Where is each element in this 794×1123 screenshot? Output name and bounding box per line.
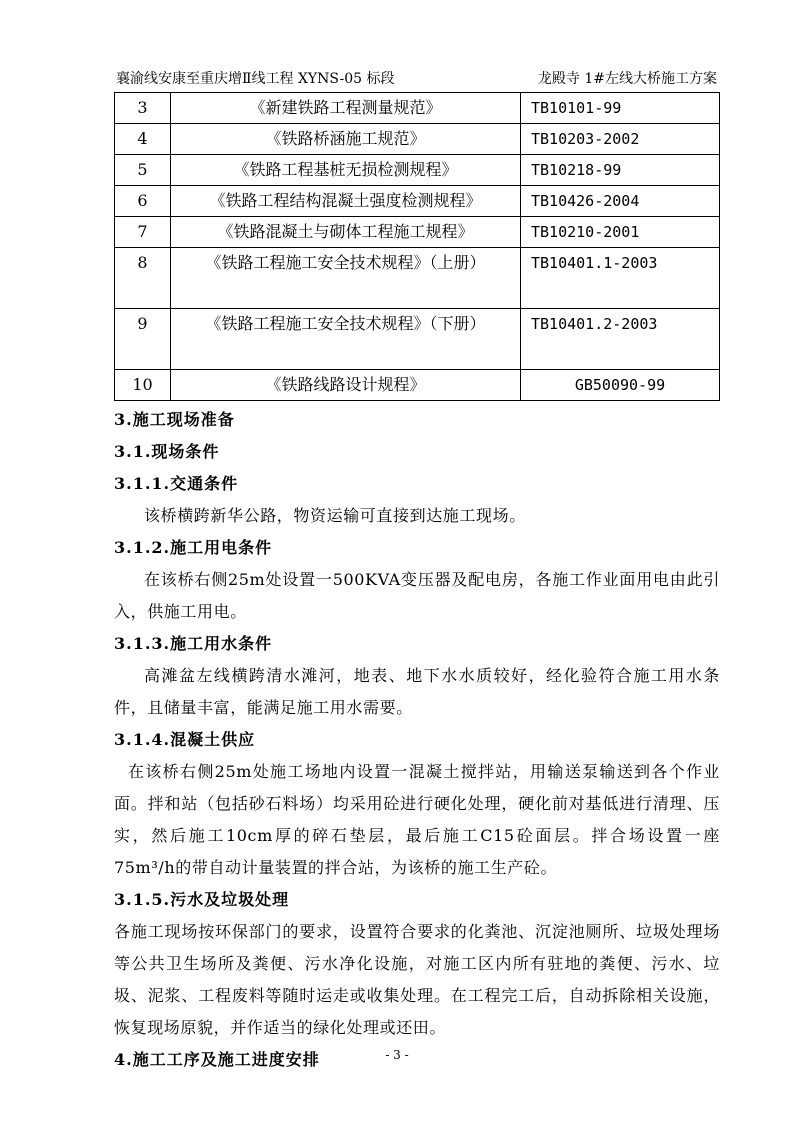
standard-code: TB10401.1-2003 <box>521 248 720 309</box>
section-heading: 3.施工现场准备 <box>114 410 235 429</box>
standard-title: 《铁路工程施工安全技术规程》（下册） <box>171 309 521 370</box>
row-number: 5 <box>115 155 171 186</box>
subsection-heading: 3.1.3.施工用水条件 <box>114 634 273 653</box>
standard-title: 《铁路混凝土与砌体工程施工规程》 <box>171 217 521 248</box>
table-row <box>115 124 720 155</box>
standard-code: GB50090-99 <box>521 370 720 401</box>
row-number: 7 <box>115 217 171 248</box>
subsection-heading: 3.1.现场条件 <box>114 442 220 461</box>
page-number: - 3 - <box>385 1048 409 1062</box>
subsection-heading: 3.1.5.污水及垃圾处理 <box>114 890 290 909</box>
table-row <box>115 186 720 217</box>
document-body <box>114 404 720 1076</box>
standard-title: 《铁路工程施工安全技术规程》（上册） <box>171 248 521 309</box>
standard-title: 《铁路工程基桩无损检测规程》 <box>171 155 521 186</box>
row-number: 8 <box>115 248 171 309</box>
page-header <box>114 68 717 93</box>
table-row <box>115 155 720 186</box>
subsection-heading: 3.1.1.交通条件 <box>114 474 239 493</box>
paragraph: 各施工现场按环保部门的要求，设置符合要求的化粪池、沉淀池厕所、垃圾处理场等公共卫生场所及粪便、污水净化设施，对施工区内所有驻地的粪便、污水、垃圾、泥浆、工程废料等随时运走或收集处理。在工程完工后，自动拆除相关设施，恢复现场原貌，并作适当的绿化处理或还田。 <box>114 922 720 1037</box>
row-number: 4 <box>115 124 171 155</box>
header-project: 襄渝线安康至重庆增Ⅱ线工程 XYNS-05 标段 <box>116 71 395 87</box>
standard-code: TB10101-99 <box>521 93 720 124</box>
standard-title: 《铁路桥涵施工规范》 <box>171 124 521 155</box>
paragraph: 在该桥右侧25m处设置一500KVA变压器及配电房，各施工作业面用电由此引入，供施工用电。 <box>114 570 720 621</box>
row-number: 10 <box>115 370 171 401</box>
paragraph: 在该桥右侧25m处施工场地内设置一混凝土搅拌站，用输送泵输送到各个作业面。拌和站（包括砂石料场）均采用砼进行硬化处理，硬化前对基低进行清理、压实，然后施工10cm厚的碎石垫层，最后施工C15砼面层。拌合场设置一座75m³/h的带自动计量装置的拌合站，为该桥的施工生产砼。 <box>114 762 720 877</box>
table-row <box>115 248 720 309</box>
table-row <box>115 309 720 370</box>
standard-title: 《新建铁路工程测量规范》 <box>171 93 521 124</box>
header-document-title: 龙殿寺 1#左线大桥施工方案 <box>537 71 717 87</box>
row-number: 3 <box>115 93 171 124</box>
standard-code: TB10210-2001 <box>521 217 720 248</box>
subsection-heading: 3.1.2.施工用电条件 <box>114 538 273 557</box>
table-row <box>115 217 720 248</box>
table-row <box>115 370 720 401</box>
standard-title: 《铁路工程结构混凝土强度检测规程》 <box>171 186 521 217</box>
paragraph: 该桥横跨新华公路，物资运输可直接到达施工现场。 <box>144 506 526 525</box>
standard-code: TB10426-2004 <box>521 186 720 217</box>
row-number: 9 <box>115 309 171 370</box>
standard-title: 《铁路线路设计规程》 <box>171 370 521 401</box>
section-heading: 4.施工工序及施工进度安排 <box>114 1050 320 1069</box>
standard-code: TB10218-99 <box>521 155 720 186</box>
table-row <box>115 93 720 124</box>
row-number: 6 <box>115 186 171 217</box>
reference-standards-table <box>114 92 720 401</box>
paragraph: 高滩盆左线横跨清水滩河，地表、地下水水质较好，经化验符合施工用水条件，且储量丰富，能满足施工用水需要。 <box>114 666 720 717</box>
standard-code: TB10401.2-2003 <box>521 309 720 370</box>
subsection-heading: 3.1.4.混凝土供应 <box>114 730 256 749</box>
standard-code: TB10203-2002 <box>521 124 720 155</box>
